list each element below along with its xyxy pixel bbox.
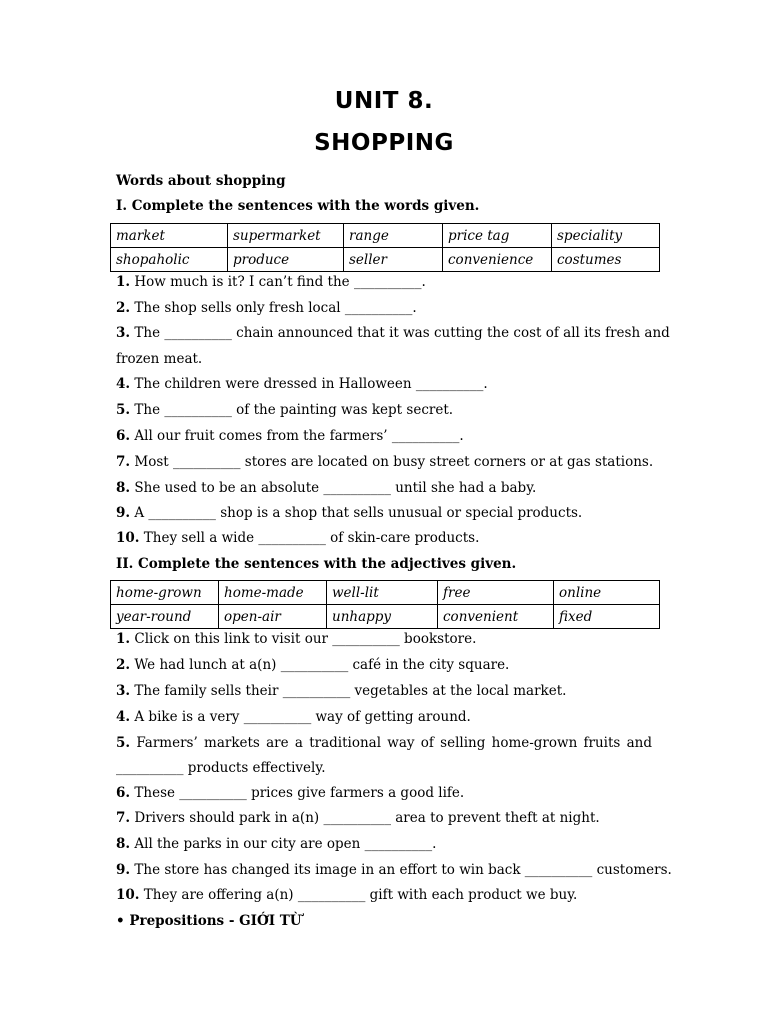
word-table-row xyxy=(111,581,660,605)
exercise1-item: 10. They sell a wide __________ of skin-care products. xyxy=(116,530,480,546)
word-cell: seller xyxy=(344,248,443,272)
exercise2-item: 8. All the parks in our city are open __________. xyxy=(116,836,437,852)
word-cell: home-grown xyxy=(111,581,219,605)
word-cell: convenient xyxy=(438,605,554,629)
exercise2-item: 10. They are offering a(n) __________ gift with each product we buy. xyxy=(116,887,578,903)
word-cell: produce xyxy=(228,248,344,272)
word-cell: supermarket xyxy=(228,224,344,248)
exercise2-item: 6. These __________ prices give farmers a good life. xyxy=(116,785,465,801)
word-cell: costumes xyxy=(552,248,660,272)
word-cell: unhappy xyxy=(327,605,438,629)
exercise2-item: 1. Click on this link to visit our __________ bookstore. xyxy=(116,631,477,647)
exercise1-item: 4. The children were dressed in Halloween __________. xyxy=(116,376,488,392)
exercise2-word-table xyxy=(110,580,660,629)
word-cell: fixed xyxy=(554,605,660,629)
exercise2-item: 2. We had lunch at a(n) __________ café in the city square. xyxy=(116,657,510,673)
exercise1-item: 6. All our fruit comes from the farmers’ __________. xyxy=(116,428,464,444)
exercise2-item: 3. The family sells their __________ vegetables at the local market. xyxy=(116,683,567,699)
word-cell: online xyxy=(554,581,660,605)
word-table-row xyxy=(111,605,660,629)
exercise1-instruction: I. Complete the sentences with the words given. xyxy=(116,198,480,214)
unit-title: UNIT 8. xyxy=(334,88,434,114)
exercise1-word-table xyxy=(110,223,660,272)
unit-subtitle: SHOPPING xyxy=(314,130,454,156)
word-cell: range xyxy=(344,224,443,248)
exercise1-item: 8. She used to be an absolute __________ until she had a baby. xyxy=(116,480,537,496)
exercise2-item: 9. The store has changed its image in an effort to win back __________ customers. xyxy=(116,862,672,878)
word-cell: market xyxy=(111,224,228,248)
prepositions-heading: • Prepositions - GIỚI TỪ xyxy=(116,913,302,929)
word-cell: home-made xyxy=(219,581,327,605)
exercise1-item: 7. Most __________ stores are located on busy street corners or at gas stations. xyxy=(116,454,654,470)
word-table-row xyxy=(111,224,660,248)
word-cell: price tag xyxy=(443,224,552,248)
exercise1-item: 3. The __________ chain announced that it was cutting the cost of all its fresh and xyxy=(116,325,670,341)
exercise2-instruction: II. Complete the sentences with the adjectives given. xyxy=(116,556,517,572)
exercise1-item: 1. How much is it? I can’t find the __________. xyxy=(116,274,426,290)
exercise1-item: 5. The __________ of the painting was kept secret. xyxy=(116,402,454,418)
exercise2-item-continuation: __________ products effectively. xyxy=(116,760,326,776)
word-cell: year-round xyxy=(111,605,219,629)
exercise2-item: 5. Farmers’ markets are a traditional way of selling home-grown fruits and xyxy=(116,735,652,751)
word-cell: well-lit xyxy=(327,581,438,605)
word-cell: open-air xyxy=(219,605,327,629)
exercise2-item: 7. Drivers should park in a(n) __________ area to prevent theft at night. xyxy=(116,810,600,826)
word-cell: speciality xyxy=(552,224,660,248)
exercise1-item: 9. A __________ shop is a shop that sells unusual or special products. xyxy=(116,505,583,521)
exercise1-item-continuation: frozen meat. xyxy=(116,351,203,367)
word-cell: shopaholic xyxy=(111,248,228,272)
word-table-row xyxy=(111,248,660,272)
word-cell: free xyxy=(438,581,554,605)
word-cell: convenience xyxy=(443,248,552,272)
exercise1-item: 2. The shop sells only fresh local __________. xyxy=(116,300,417,316)
section-words-heading: Words about shopping xyxy=(116,173,286,189)
exercise2-item: 4. A bike is a very __________ way of getting around. xyxy=(116,709,471,725)
